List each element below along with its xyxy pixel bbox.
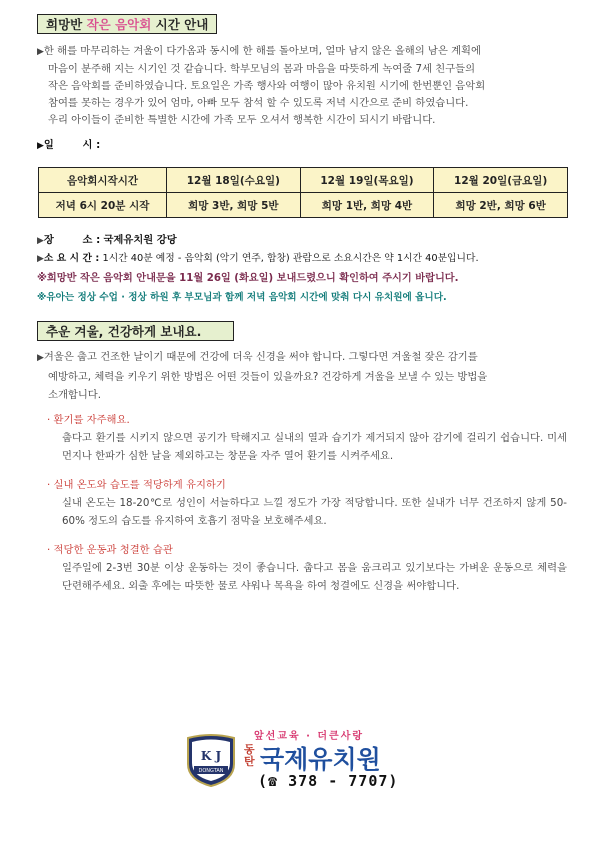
section1-title-pre: 희망반 bbox=[46, 17, 87, 32]
arrow-icon: ▶ bbox=[37, 47, 44, 57]
schedule-cell: 희망 1반, 희망 4반 bbox=[300, 193, 434, 218]
arrow-icon: ▶ bbox=[37, 353, 44, 363]
tip-body: 춥다고 환기를 시키지 않으면 공기가 탁해지고 실내의 열과 습기가 제거되지 않아 감기에 걸리기 쉽습니다. 미세먼지나 한파가 심한 날을 제외하고는 창문을 자주 열어 환기를 시켜주세요. bbox=[62, 432, 567, 462]
tip-heading: · 적당한 운동과 청결한 습관 bbox=[47, 544, 173, 556]
place-value: 국제유치원 강당 bbox=[103, 234, 177, 246]
arrow-icon: ▶ bbox=[37, 254, 44, 264]
badge-letters: K J bbox=[200, 749, 222, 763]
date-label: 일 시 : bbox=[43, 139, 101, 151]
schedule-cell: 12월 18일(수요일) bbox=[167, 168, 301, 193]
place-row bbox=[37, 232, 567, 250]
schedule-cell: 12월 19일(목요일) bbox=[300, 168, 434, 193]
schedule-table bbox=[38, 167, 568, 218]
schedule-header-row bbox=[39, 168, 568, 193]
section2-title: 추운 겨울, 건강하게 보내요. bbox=[37, 321, 234, 341]
section1-title bbox=[37, 14, 217, 34]
duration-label: 소 요 시 간 : bbox=[43, 253, 100, 264]
schedule-cell: 희망 2반, 희망 6반 bbox=[434, 193, 568, 218]
section1-title-highlight: 작은 음악회 bbox=[86, 17, 152, 32]
slogan: 앞선교육 · 더큰사랑 bbox=[254, 731, 365, 742]
schedule-cell: 12월 20일(금요일) bbox=[434, 168, 568, 193]
schedule-cell: 음악회시작시간 bbox=[39, 168, 167, 193]
intro-line: 소개합니다. bbox=[48, 389, 102, 401]
notice-2: ※유아는 정상 수업 · 정상 하원 후 부모님과 함께 저녁 음악회 시간에 맞춰 다시 유치원에 옵니다. bbox=[37, 292, 447, 303]
arrow-icon: ▶ bbox=[37, 141, 44, 151]
place-label: 장 소 : bbox=[43, 234, 101, 246]
duration-value: 1시간 40분 예정 - 음악회 (악기 연주, 합창) 관람으로 소요시간은 약 1시간 40분입니다. bbox=[102, 253, 479, 264]
intro-line: 예방하고, 체력을 키우기 위한 방법은 어떤 것들이 있을까요? 건강하게 겨울을 보낼 수 있는 방법을 bbox=[48, 370, 488, 383]
intro-line: 참여를 못하는 경우가 있어 엄마, 아빠 모두 참석 할 수 있도록 저녁 시간으로 준비 하였습니다. bbox=[48, 97, 469, 109]
badge-text: DONGTAN bbox=[198, 768, 224, 774]
footer-logo bbox=[182, 730, 432, 790]
tip-heading: · 실내 온도와 습도를 적당하게 유지하기 bbox=[47, 479, 226, 491]
tip-body: 일주일에 2-3번 30분 이상 운동하는 것이 좋습니다. 춥다고 몸을 움크리고 있기보다는 가벼운 운동으로 체력을 단련해주세요. 외출 후에는 따뜻한 물로 샤워나 목욕을 하여 청결에도 신경을 써야합니다. bbox=[62, 562, 567, 592]
date-label-row bbox=[37, 137, 567, 155]
school-badge-icon bbox=[182, 730, 240, 788]
schedule-cell: 희망 3반, 희망 5반 bbox=[167, 193, 301, 218]
intro-line: 우리 아이들이 준비한 특별한 시간에 가족 모두 오셔서 행복한 시간이 되시기 바랍니다. bbox=[48, 114, 436, 126]
notice-1: ※희망반 작은 음악회 안내문을 11월 26일 (화요일) 보내드렸으니 확인하여 주시기 바랍니다. bbox=[37, 273, 459, 284]
arrow-icon: ▶ bbox=[37, 236, 44, 246]
tip-body: 실내 온도는 18-20℃로 성인이 서늘하다고 느낄 정도가 가장 적당합니다. 또한 실내가 너무 건조하지 않게 50-60% 정도의 습도를 유지하여 호흡기 점막을 보호해주세요. bbox=[62, 497, 567, 527]
schedule-cell: 저녁 6시 20분 시작 bbox=[39, 193, 167, 218]
school-prefix: 동탄 bbox=[244, 743, 255, 768]
section1-intro bbox=[37, 43, 567, 129]
intro-line: 작은 음악회를 준비하였습니다. 토요일은 가족 행사와 여행이 많아 유치원 시기에 한번뿐인 음악회 bbox=[48, 80, 486, 92]
phone-number: (☎ 378 - 7707) bbox=[258, 772, 399, 790]
intro-line: ▶겨울은 춥고 건조한 날이기 때문에 건강에 더욱 신경을 써야 합니다. 그렇다면 겨울철 잦은 감기를 bbox=[37, 351, 478, 363]
tip-heading: · 환기를 자주해요. bbox=[47, 414, 130, 426]
intro-line: 마음이 분주해 지는 시기인 것 같습니다. 학부모님의 몸과 마음을 따뜻하게 녹여줄 7세 친구들의 bbox=[48, 63, 476, 75]
duration-row bbox=[37, 250, 567, 268]
section2-intro bbox=[37, 348, 567, 405]
schedule-row bbox=[39, 193, 568, 218]
school-name: 국제유치원 bbox=[260, 745, 381, 774]
section1-title-post: 시간 안내 bbox=[151, 17, 209, 32]
intro-line: ▶한 해를 마무리하는 겨울이 다가옴과 동시에 한 해를 돌아보며, 얼마 남지 않은 올해의 남은 계획에 bbox=[37, 45, 481, 57]
